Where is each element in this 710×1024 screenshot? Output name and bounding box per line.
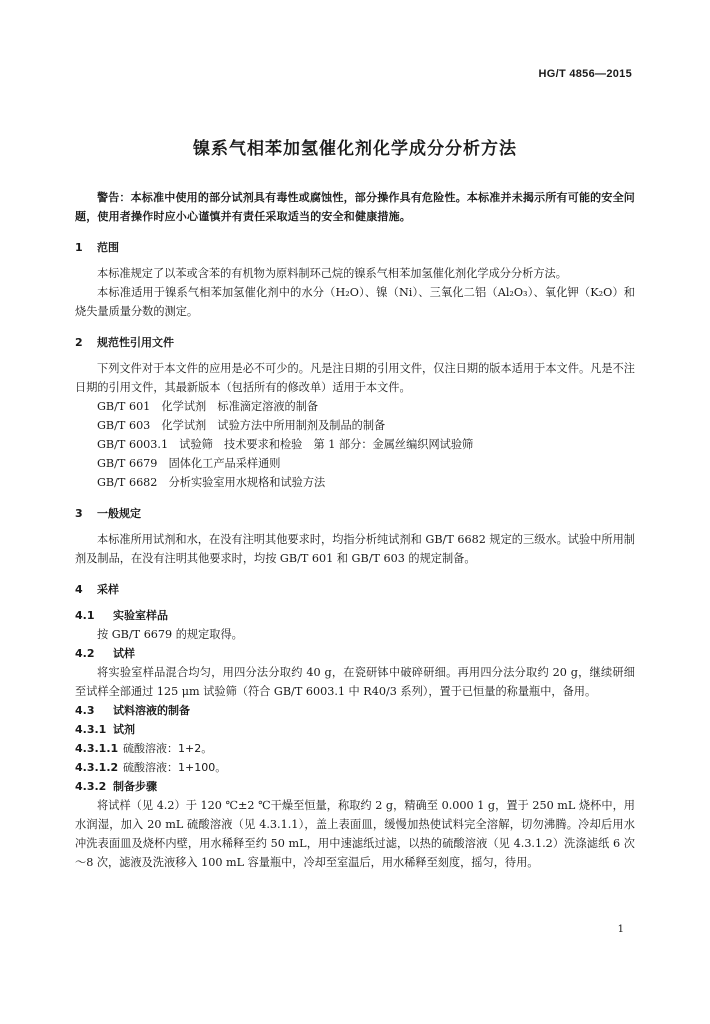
section-number: 4 [75,583,83,596]
subsection-title: 试样 [113,647,135,660]
item-4-3-1-1 [75,739,635,758]
paragraph: 本标准适用于镍系气相苯加氢催化剂中的水分（H₂O）、镍（Ni）、三氧化二铝（Al₂O₃）、氧化钾（K₂O）和烧失量质量分数的测定。 [75,286,635,318]
section-number: 3 [75,507,83,520]
document-body [75,188,635,872]
reference-item: GB/T 601 化学试剂 标准滴定溶液的制备 [97,400,319,413]
section-title: 范围 [97,241,119,254]
subsection-number: 4.3 [75,704,95,717]
paragraph: 按 GB/T 6679 的规定取得。 [97,628,243,641]
section-3-heading [75,504,635,523]
item-4-3-1-2 [75,758,635,777]
section-title: 一般规定 [97,507,141,520]
reference-item: GB/T 603 化学试剂 试验方法中所用制剂及制品的制备 [97,419,386,432]
paragraph: 将试样（见 4.2）于 120 ℃±2 ℃干燥至恒量，称取约 2 g，精确至 0.000 1 g，置于 250 mL 烧杯中，用水润湿，加入 20 mL 硫酸溶液（见 4.3.1.1），盖上表面皿，缓慢加热使试料完全溶解，切勿沸腾。冷却后用水冲洗表面皿及烧杯内壁，用水稀释至约 50 mL，用中速滤纸过滤，以热的硫酸溶液（见 4.3.1.2）洗涤滤纸 6 次～8 次，滤液及洗液移入 100 mL 容量瓶中，冷却至室温后，用水稀释至刻度，摇匀，待用。 [75,799,635,869]
paragraph: 将实验室样品混合均匀，用四分法分取约 40 g，在瓷研钵中破碎研细。再用四分法分取约 20 g，继续研细至试样全部通过 125 μm 试验筛（符合 GB/T 6003.1 中 R40/3 系列），置于已恒量的称量瓶中，备用。 [75,666,635,698]
subsection-number: 4.3.1 [75,723,107,736]
page-number: 1 [617,924,624,935]
subsection-title: 试剂 [113,723,135,736]
subsection-4-3-1-heading [75,720,635,739]
item-number: 4.3.1.1 [75,742,119,755]
subsection-4-3-heading [75,701,635,720]
subsection-4-1-heading [75,606,635,625]
safety-warning: 警告：本标准中使用的部分试剂具有毒性或腐蚀性，部分操作具有危险性。本标准并未揭示所有可能的安全问题，使用者操作时应小心谨慎并有责任采取适当的安全和健康措施。 [75,191,635,223]
subsection-number: 4.1 [75,609,95,622]
subsection-title: 试料溶液的制备 [113,704,190,717]
item-text: 硫酸溶液：1+2。 [123,742,213,755]
reference-item: GB/T 6682 分析实验室用水规格和试验方法 [97,476,326,489]
subsection-4-3-2-heading [75,777,635,796]
paragraph: 本标准规定了以苯或含苯的有机物为原料制环己烷的镍系气相苯加氢催化剂化学成分分析方法。 [97,267,567,280]
subsection-number: 4.2 [75,647,95,660]
standard-number: HG/T 4856—2015 [538,68,632,80]
item-number: 4.3.1.2 [75,761,119,774]
subsection-4-2-heading [75,644,635,663]
section-number: 1 [75,241,83,254]
subsection-title: 实验室样品 [113,609,168,622]
subsection-number: 4.3.2 [75,780,107,793]
paragraph: 下列文件对于本文件的应用是必不可少的。凡是注日期的引用文件，仅注日期的版本适用于本文件。凡是不注日期的引用文件，其最新版本（包括所有的修改单）适用于本文件。 [75,362,635,394]
reference-item: GB/T 6003.1 试验筛 技术要求和检验 第 1 部分：金属丝编织网试验筛 [97,438,474,451]
section-title: 规范性引用文件 [97,336,174,349]
paragraph: 本标准所用试剂和水，在没有注明其他要求时，均指分析纯试剂和 GB/T 6682 规定的三级水。试验中所用制剂及制品，在没有注明其他要求时，均按 GB/T 601 和 GB/T 603 的规定制备。 [75,533,635,565]
item-text: 硫酸溶液：1+100。 [123,761,227,774]
section-2-heading [75,333,635,352]
reference-item: GB/T 6679 固体化工产品采样通则 [97,457,281,470]
section-4-heading [75,580,635,599]
section-title: 采样 [97,583,119,596]
document-title: 镍系气相苯加氢催化剂化学成分分析方法 [193,139,517,159]
section-number: 2 [75,336,83,349]
section-1-heading [75,238,635,257]
subsection-title: 制备步骤 [113,780,157,793]
